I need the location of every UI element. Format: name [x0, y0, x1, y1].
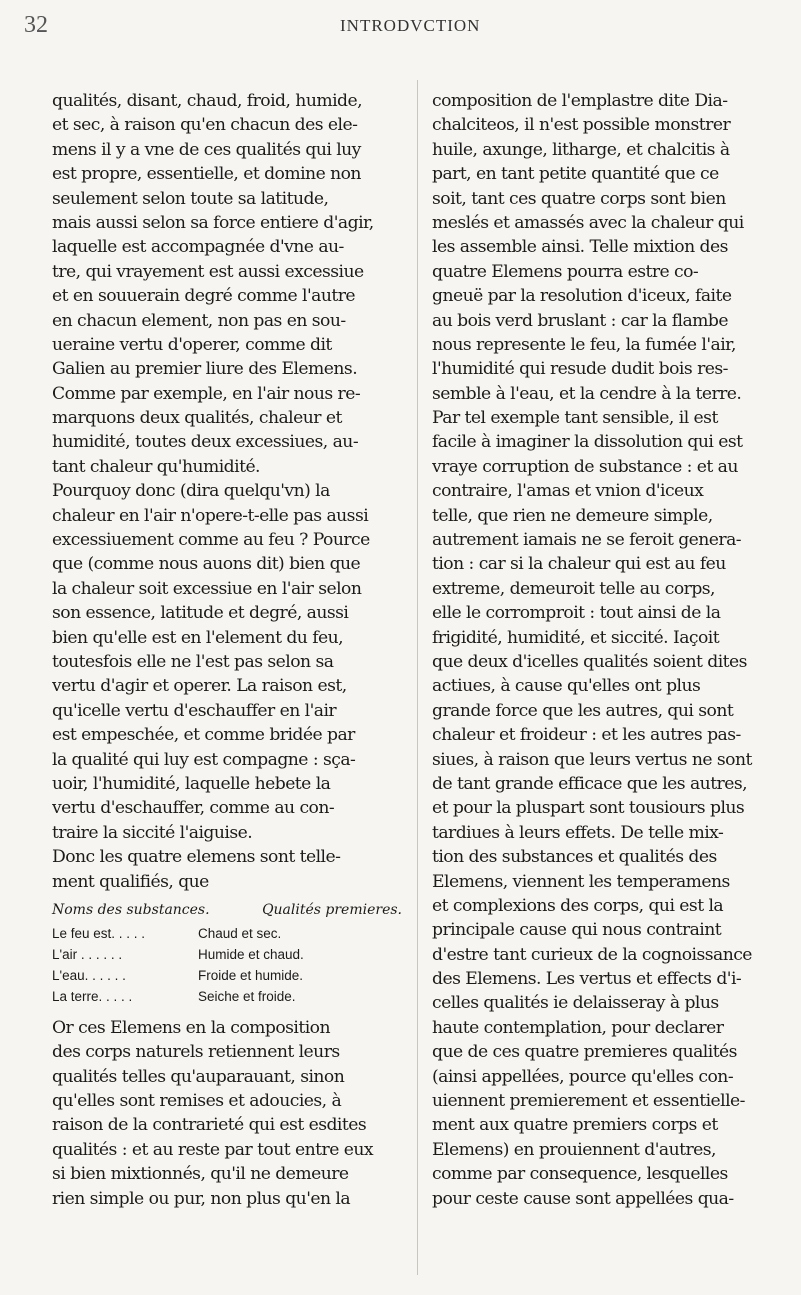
table-row — [52, 985, 402, 1006]
text-line: tant chaleur qu'humidité. — [52, 456, 260, 477]
text-line: telle, que rien ne demeure simple, — [432, 505, 713, 526]
text-line: vraye corruption de substance : et au — [432, 456, 738, 477]
spacer — [52, 1006, 402, 1016]
text-line: vertu d'agir et operer. La raison est, — [52, 676, 347, 697]
substance-cell: Le feu est. . . . . — [52, 925, 146, 941]
text-line: actiues, à cause qu'elles ont plus — [432, 676, 701, 697]
text-line: des corps naturels retiennent leurs — [52, 1042, 340, 1063]
text-line: (ainsi appellées, pource qu'elles con- — [432, 1066, 734, 1087]
text-line: la qualité qui luy est compagne : sça- — [52, 749, 356, 770]
table-row — [52, 964, 402, 985]
text-line: Or ces Elemens en la composition — [52, 1017, 330, 1038]
header-substances: Noms des substances. — [52, 901, 210, 918]
text-line: ment aux quatre premiers corps et — [432, 1115, 718, 1136]
text-line: Elemens) en prouiennent d'autres, — [432, 1139, 716, 1160]
right-text — [432, 89, 784, 1211]
text-line: siues, à raison que leurs vertus ne sont — [432, 749, 752, 770]
text-line: au bois verd bruslant : car la flambe — [432, 310, 729, 331]
text-line: laquelle est accompagnée d'vne au- — [52, 237, 344, 258]
text-line: Galien au premier liure des Elemens. — [52, 359, 358, 380]
right-column — [432, 89, 784, 1211]
text-line: principale cause qui nous contraint — [432, 920, 722, 941]
text-line: la chaleur soit excessiue en l'air selon — [52, 578, 362, 599]
text-line: excessiuement comme au feu ? Pource — [52, 530, 370, 551]
table-rows — [52, 922, 402, 1006]
text-line: celles qualités ie delaisseray à plus — [432, 993, 719, 1014]
text-line: qualités telles qu'auparauant, sinon — [52, 1066, 345, 1087]
table-header — [52, 898, 402, 922]
text-line: mais aussi selon sa force entiere d'agir, — [52, 212, 374, 233]
substance-cell: L'air . . . . . . — [52, 946, 123, 962]
text-line: haute contemplation, pour declarer — [432, 1017, 724, 1038]
text-line: les assemble ainsi. Telle mixtion des — [432, 237, 728, 258]
text-line: et pour la pluspart sont tousiours plus — [432, 798, 745, 819]
text-line: Elemens, viennent les temperamens — [432, 871, 730, 892]
text-line: autrement iamais ne se feroit genera- — [432, 530, 742, 551]
text-line: extreme, demeuroit telle au corps, — [432, 578, 715, 599]
text-line: Pourquoy donc (dira quelqu'vn) la — [52, 481, 330, 502]
quality-cell: Froide et humide. — [198, 967, 304, 983]
text-line: ment qualifiés, que — [52, 871, 209, 892]
text-line: est empeschée, et comme bridée par — [52, 725, 355, 746]
text-line: des Elemens. Les vertus et effects d'i- — [432, 969, 742, 990]
text-line: contraire, l'amas et vnion d'iceux — [432, 481, 704, 502]
table-row — [52, 943, 402, 964]
text-line: chalciteos, il n'est possible monstrer — [432, 115, 731, 136]
text-line: quatre Elemens pourra estre co- — [432, 261, 699, 282]
substance-cell: La terre. . . . . — [52, 988, 133, 1004]
text-line: et complexions des corps, qui est la — [432, 895, 724, 916]
text-line: vertu d'eschauffer, comme au con- — [52, 798, 335, 819]
text-line: gneuë par la resolution d'iceux, faite — [432, 286, 732, 307]
text-line: huile, axunge, litharge, et chalcitis à — [432, 139, 730, 160]
text-line: Donc les quatre elemens sont telle- — [52, 847, 341, 868]
text-line: tardiues à leurs effets. De telle mix- — [432, 822, 724, 843]
text-line: uoir, l'humidité, laquelle hebete la — [52, 773, 331, 794]
left-text-top — [52, 89, 402, 894]
text-line: uiennent premierement et essentielle- — [432, 1091, 745, 1112]
text-line: raison de la contrarieté qui est esdites — [52, 1115, 367, 1136]
text-line: de tant grande efficace que les autres, — [432, 773, 748, 794]
text-line: toutesfois elle ne l'est pas selon sa — [52, 651, 334, 672]
substance-cell: L'eau. . . . . . — [52, 967, 126, 983]
text-line: et en souuerain degré comme l'autre — [52, 286, 356, 307]
text-line: tion : car si la chaleur qui est au feu — [432, 554, 726, 575]
running-title: INTRODVCTION — [340, 16, 481, 35]
text-line: d'estre tant curieux de la cognoissance — [432, 944, 752, 965]
quality-cell: Chaud et sec. — [198, 925, 282, 941]
text-line: que de ces quatre premieres qualités — [432, 1042, 737, 1063]
text-line: son essence, latitude et degré, aussi — [52, 603, 349, 624]
text-line: en chacun element, non pas en sou- — [52, 310, 346, 331]
text-line: traire la siccité l'aiguise. — [52, 822, 253, 843]
text-line: chaleur en l'air n'opere-t-elle pas aussi — [52, 505, 369, 526]
text-line: que (comme nous auons dit) bien que — [52, 554, 361, 575]
text-line: mens il y a vne de ces qualités qui luy — [52, 139, 361, 160]
text-line: est propre, essentielle, et domine non — [52, 164, 361, 185]
header-qualities: Qualités premieres. — [262, 901, 402, 918]
left-column — [52, 89, 402, 1211]
table-row — [52, 922, 402, 943]
text-line: si bien mixtionnés, qu'il ne demeure — [52, 1164, 349, 1185]
text-line: tre, qui vrayement est aussi excessiue — [52, 261, 364, 282]
qualities-table — [52, 898, 402, 1006]
text-line: qu'elles sont remises et adoucies, à — [52, 1091, 342, 1112]
text-line: que deux d'icelles qualités soient dites — [432, 651, 747, 672]
text-line: tion des substances et qualités des — [432, 847, 717, 868]
left-text-bottom — [52, 1016, 402, 1211]
text-line: et sec, à raison qu'en chacun des ele- — [52, 115, 358, 136]
page-number: 32 — [24, 12, 48, 38]
text-line: pour ceste cause sont appellées qua- — [432, 1188, 734, 1209]
text-line: qualités, disant, chaud, froid, humide, — [52, 91, 363, 111]
text-line: soit, tant ces quatre corps sont bien — [432, 188, 726, 209]
text-line: ueraine vertu d'operer, comme dit — [52, 334, 332, 355]
column-divider — [417, 80, 418, 1275]
quality-cell: Humide et chaud. — [198, 946, 304, 962]
text-line: nous represente le feu, la fumée l'air, — [432, 334, 736, 355]
text-line: Par tel exemple tant sensible, il est — [432, 408, 718, 429]
text-line: elle le corromproit : tout ainsi de la — [432, 603, 721, 624]
text-line: part, en tant petite quantité que ce — [432, 164, 719, 185]
text-line: chaleur et froideur : et les autres pas- — [432, 725, 741, 746]
text-line: composition de l'emplastre dite Dia- — [432, 91, 728, 111]
text-line: seulement selon toute sa latitude, — [52, 188, 329, 209]
text-line: bien qu'elle est en l'element du feu, — [52, 627, 344, 648]
text-line: qu'icelle vertu d'eschauffer en l'air — [52, 700, 337, 721]
text-line: grande force que les autres, qui sont — [432, 700, 734, 721]
text-line: l'humidité qui resude dudit bois res- — [432, 359, 728, 380]
text-line: meslés et amassés avec la chaleur qui — [432, 212, 744, 233]
text-line: qualités : et au reste par tout entre eux — [52, 1139, 374, 1160]
text-line: marquons deux qualités, chaleur et — [52, 408, 342, 429]
text-line: comme par consequence, lesquelles — [432, 1164, 728, 1185]
quality-cell: Seiche et froide. — [198, 988, 296, 1004]
text-line: humidité, toutes deux excessiues, au- — [52, 432, 359, 453]
text-line: semble à l'eau, et la cendre à la terre. — [432, 383, 742, 404]
text-line: Comme par exemple, en l'air nous re- — [52, 383, 361, 404]
text-line: rien simple ou pur, non plus qu'en la — [52, 1188, 351, 1209]
text-line: frigidité, humidité, et siccité. Iaçoit — [432, 627, 720, 648]
text-line: facile à imaginer la dissolution qui est — [432, 432, 743, 453]
